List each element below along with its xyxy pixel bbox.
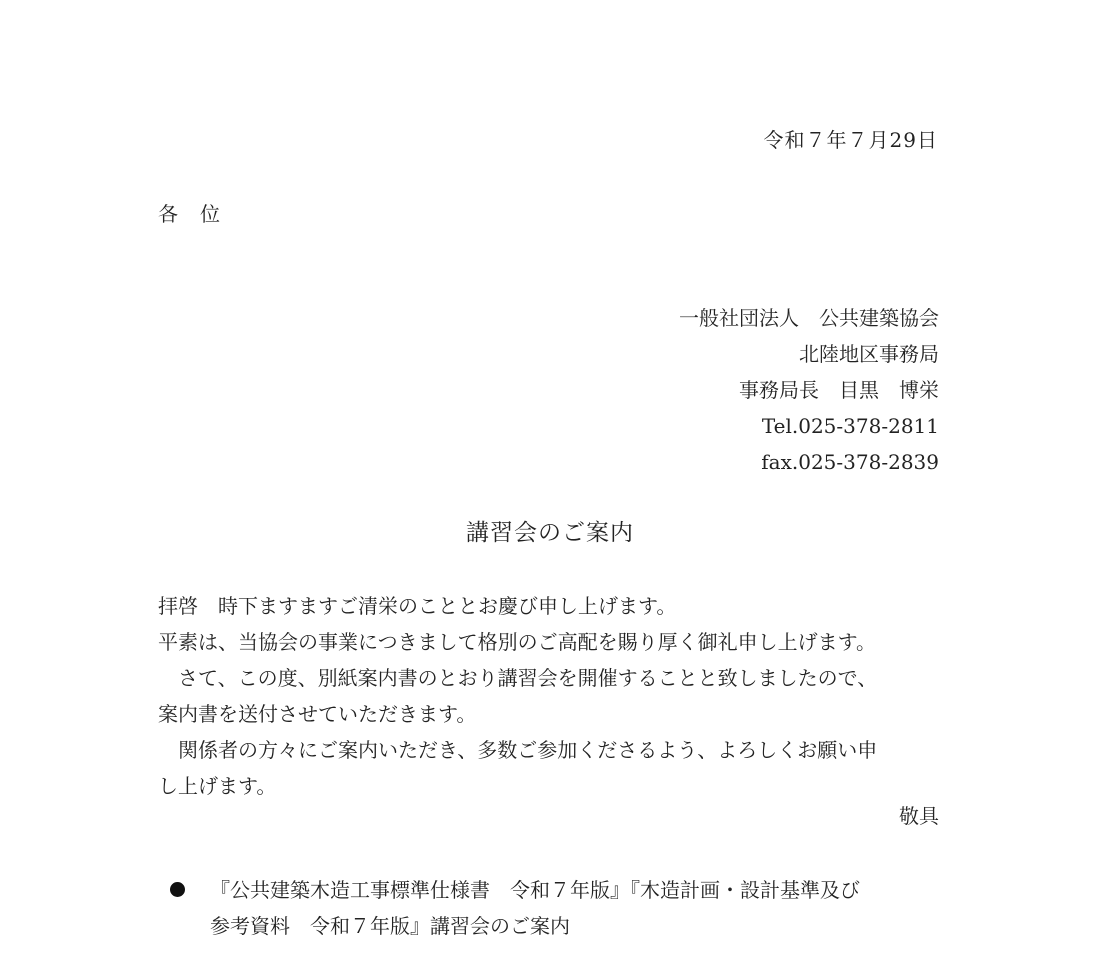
bullet-text [210,872,860,944]
sender-director: 事務局長 目黒 博栄 [739,378,939,402]
addressee: 各 位 [158,202,221,226]
body-line: 平素は、当協会の事業につきまして格別のご高配を賜り厚く御礼申し上げます。 [158,630,876,654]
body-line: 案内書を送付させていただきます。 [158,702,477,726]
body-line: 関係者の方々にご案内いただき、多数ご参加くださるよう、よろしくお願い申 [158,738,878,762]
sender-office: 北陸地区事務局 [799,342,939,366]
body-line: し上げます。 [158,774,277,798]
letter-title: 講習会のご案内 [466,520,634,546]
bullet-line: 『公共建築木造工事標準仕様書 令和７年版』『木造計画・設計基準及び [210,878,860,902]
bullet-line: 参考資料 令和７年版』講習会のご案内 [210,914,570,938]
sender-block [679,300,939,480]
body-line: さて、この度、別紙案内書のとおり講習会を開催することと致しましたので、 [158,666,878,690]
sender-fax: fax.025-378-2839 [761,450,939,474]
letter-body [158,588,940,804]
body-line: 拝啓 時下ますますご清栄のこととお慶び申し上げます。 [158,594,677,618]
letter-date: 令和７年７月29日 [763,128,938,152]
closing-salutation: 敬具 [899,804,939,828]
sender-organization: 一般社団法人 公共建築協会 [679,306,939,330]
bullet-dot-icon [170,882,185,897]
sender-tel: Tel.025-378-2811 [761,414,939,438]
